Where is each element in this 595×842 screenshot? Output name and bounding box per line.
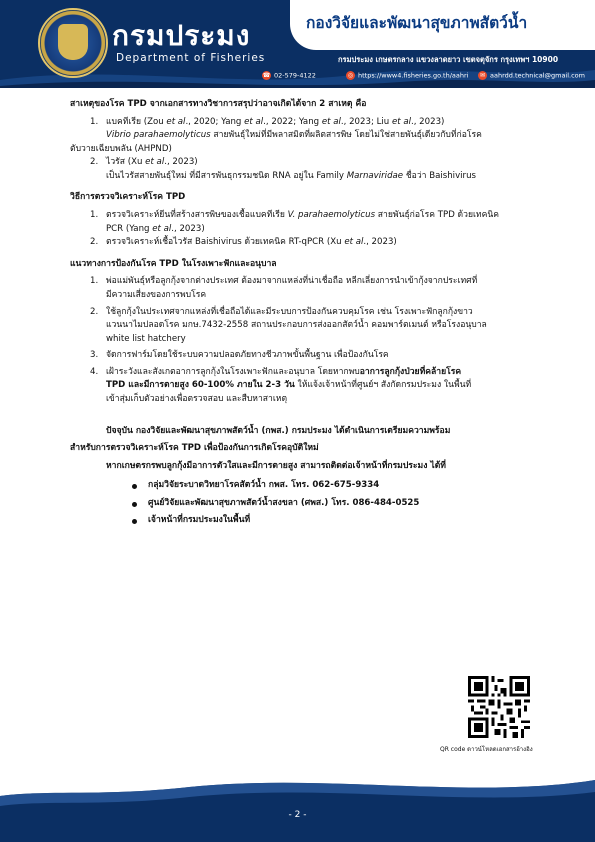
- diagnosis-item-1-cont: PCR (Yang et al., 2023): [106, 223, 205, 234]
- qr-caption: QR code ดาวน์โหลดเอกสารอ้างอิง: [440, 746, 533, 753]
- prevention-item-2-cont: แวนนาไมปลอดโรค มกษ.7432-2558 สถานประกอบการส่งออกสัตว์น้ำ คอมพาร์ตเมนต์ หรือโรงอนุบาล: [106, 320, 487, 331]
- prevention-item-3: 3. จัดการฟาร์มโดยใช้ระบบความปลอดภัยทางชีวภาพขั้นพื้นฐาน เพื่อป้องกันโรค: [90, 350, 389, 361]
- notice-contact-intro: หากเกษตรกรพบลูกกุ้งมีอาการตัวใสและมีการตายสูง สามารถติดต่อเจ้าหน้าที่กรมประมง ได้ที่: [106, 460, 446, 471]
- unit-name: กองวิจัยและพัฒนาสุขภาพสัตว์น้ำ: [306, 14, 528, 32]
- globe-icon: ◎: [347, 72, 354, 79]
- contact-list-item: ศูนย์วิจัยและพัฒนาสุขภาพสัตว์น้ำสงขลา (ศพส.) โทร. 086-484-0525: [70, 497, 548, 511]
- notice-paragraph: ปัจจุบัน กองวิจัยและพัฒนาสุขภาพสัตว์น้ำ (กพส.) กรมประมง ได้ดำเนินการเตรียมความพร้อม: [106, 425, 451, 436]
- department-name-thai: กรมประมง: [112, 19, 251, 52]
- prevention-item-4: 4. เฝ้าระวังและสังเกตอาการลูกกุ้งในโรงเพาะฟักและอนุบาล โดยหากพบอาการลูกกุ้งป่วยที่คล้ายโรค: [90, 366, 462, 377]
- prevention-item-2-cont2: white list hatchery: [106, 333, 186, 344]
- header-banner: [0, 0, 595, 88]
- diagnosis-title: วิธีการตรวจวิเคราะห์โรค TPD: [70, 192, 186, 203]
- page-number: - 2 -: [288, 810, 307, 820]
- prevention-item-1: 1. พ่อแม่พันธุ์หรือลูกกุ้งจากต่างประเทศ ต้องมาจากแหล่งที่น่าเชื่อถือ หลีกเลี่ยงการนำเข้ากุ้งจากประเทศที่: [90, 276, 478, 287]
- document-body: [70, 98, 548, 532]
- email-icon: ✉: [479, 72, 486, 79]
- phone-icon: ☎: [262, 72, 271, 79]
- website-contact[interactable]: ◎ https://www4.fisheries.go.th/aahri: [347, 71, 469, 80]
- qr-code-icon[interactable]: [468, 676, 530, 738]
- causes-title: สาเหตุของโรค TPD จากเอกสารทางวิชาการสรุปว่าอาจเกิดได้จาก 2 สาเหตุ คือ: [70, 99, 367, 109]
- email-contact[interactable]: ✉ aahrdd.technical@gmail.com: [479, 71, 585, 80]
- prevention-item-4-cont2: เข้าสุ่มเก็บตัวอย่างเพื่อตรวจสอบ และสืบหาสาเหตุ: [106, 393, 288, 404]
- department-name-english: Department of Fisheries: [116, 52, 266, 64]
- prevention-item-1-cont: มีความเสี่ยงของการพบโรค: [106, 289, 207, 300]
- cause-item-2: 2. ไวรัส (Xu et al., 2023): [90, 157, 198, 168]
- cause-item-2-desc: เป็นไวรัสสายพันธุ์ใหม่ ที่มีสารพันธุกรรมชนิด RNA อยู่ใน Family Marnaviridae ชื่อว่า Baishivirus: [106, 170, 476, 181]
- footer-wave: [0, 770, 595, 810]
- cause-item-1-desc-cont: ตับวายเฉียบพลัน (AHPND): [70, 143, 172, 154]
- contact-list-item: เจ้าหน้าที่กรมประมงในพื้นที่: [70, 514, 548, 528]
- prevention-item-4-cont: TPD และมีการตายสูง 60-100% ภายใน 2-3 วัน ให้แจ้งเจ้าหน้าที่ศูนย์ฯ สังกัดกรมประมง ในพื้นที่: [106, 380, 472, 391]
- bullet-icon: [132, 502, 137, 507]
- bullet-icon: [132, 484, 137, 489]
- footer-banner: [0, 770, 595, 842]
- diagnosis-item-1: 1. ตรวจวิเคราะห์ยีนที่สร้างสารพิษของเชื้อแบคทีเรีย V. parahaemolyticus สายพันธุ์ก่อโรค TPD ด้วยเทคนิค: [90, 210, 499, 221]
- unit-address: กรมประมง เกษตรกลาง แขวงลาดยาว เขตจตุจักร กรุงเทพฯ 10900: [338, 55, 559, 64]
- prevention-item-2: 2. ใช้ลูกกุ้งในประเทศจากแหล่งที่เชื่อถือได้และมีระบบการป้องกันควบคุมโรค เช่น โรงเพาะฟักลูกกุ้งขาว: [90, 306, 473, 317]
- bullet-icon: [132, 519, 137, 524]
- prevention-title: แนวทางการป้องกันโรค TPD ในโรงเพาะฟักและอนุบาล: [70, 258, 277, 269]
- diagnosis-item-2: 2. ตรวจวิเคราะห์เชื้อไวรัส Baishivirus ด้วยเทคนิค RT-qPCR (Xu et al., 2023): [90, 237, 397, 248]
- cause-item-1: 1. แบคทีเรีย (Zou et al., 2020; Yang et al., 2022; Yang et al., 2023; Liu et al., 2023): [90, 116, 445, 127]
- contact-list-item: กลุ่มวิจัยระบาดวิทยาโรคสัตว์น้ำ กพส. โทร. 062-675-9334: [70, 479, 548, 493]
- cause-item-1-desc: Vibrio parahaemolyticus สายพันธุ์ใหม่ที่มีพลาสมิดที่ผลิตสารพิษ โดยไม่ใช่สายพันธุ์เดียวกับที่ก่อโรค: [106, 130, 482, 141]
- fisheries-logo-icon: [38, 8, 108, 78]
- phone-contact: ☎ 02-579-4122: [262, 71, 316, 80]
- notice-paragraph-cont: สำหรับการตรวจวิเคราะห์โรค TPD เพื่อป้องกันการเกิดโรคอุบัติใหม่: [70, 443, 319, 454]
